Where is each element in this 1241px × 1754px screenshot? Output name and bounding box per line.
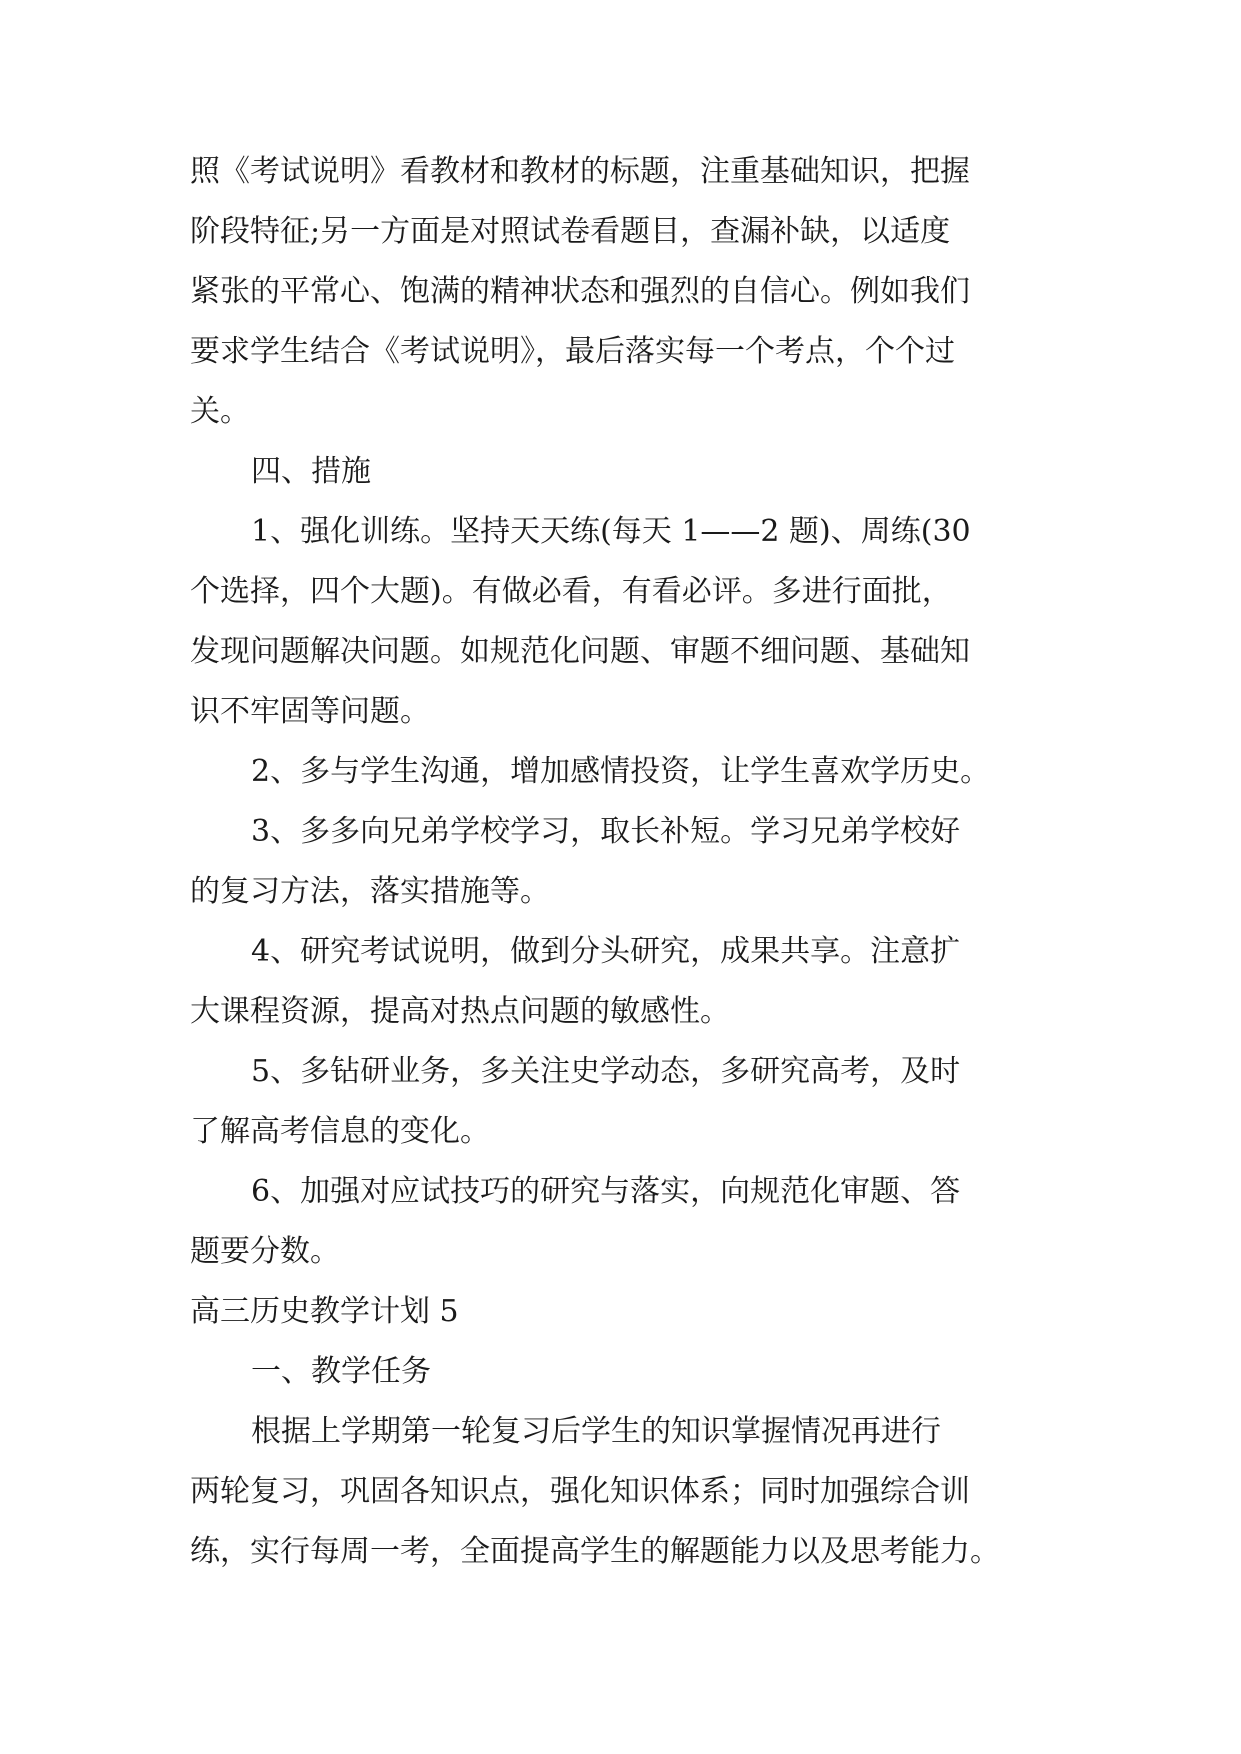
paragraph-line: 发现问题解决问题。如规范化问题、审题不细问题、基础知 [190,634,970,669]
paragraph-line: 6、加强对应试技巧的研究与落实，向规范化审题、答 [251,1174,961,1209]
paragraph-line: 3、多多向兄弟学校学习，取长补短。学习兄弟学校好 [251,814,961,849]
paragraph-line: 识不牢固等问题。 [190,694,430,729]
document-title: 高三历史教学计划 5 [190,1294,459,1329]
paragraph-line: 大课程资源，提高对热点问题的敏感性。 [190,994,730,1029]
paragraph-line: 两轮复习，巩固各知识点，强化知识体系；同时加强综合训 [190,1474,970,1509]
paragraph-line: 1、强化训练。坚持天天练(每天 1——2 题)、周练(30 [251,514,971,549]
paragraph-line: 关。 [190,394,250,429]
paragraph-line: 了解高考信息的变化。 [190,1114,490,1149]
section-heading: 四、措施 [251,454,371,489]
paragraph-line: 照《考试说明》看教材和教材的标题，注重基础知识，把握 [190,154,970,189]
paragraph-line: 要求学生结合《考试说明》，最后落实每一个考点，个个过 [190,334,955,369]
paragraph-line: 紧张的平常心、饱满的精神状态和强烈的自信心。例如我们 [190,274,970,309]
paragraph-line: 的复习方法，落实措施等。 [190,874,550,909]
paragraph-line: 练，实行每周一考，全面提高学生的解题能力以及思考能力。 [190,1534,1000,1569]
paragraph-line: 题要分数。 [190,1234,340,1269]
section-heading: 一、教学任务 [251,1354,431,1389]
paragraph-line: 阶段特征;另一方面是对照试卷看题目，查漏补缺，以适度 [190,214,951,249]
paragraph-line: 5、多钻研业务，多关注史学动态，多研究高考，及时 [251,1054,961,1089]
paragraph-line: 2、多与学生沟通，增加感情投资，让学生喜欢学历史。 [251,754,991,789]
paragraph-line: 个选择，四个大题)。有做必看，有看必评。多进行面批， [190,574,952,609]
paragraph-line: 4、研究考试说明，做到分头研究，成果共享。注意扩 [251,934,961,969]
paragraph-line: 根据上学期第一轮复习后学生的知识掌握情况再进行 [251,1414,941,1449]
